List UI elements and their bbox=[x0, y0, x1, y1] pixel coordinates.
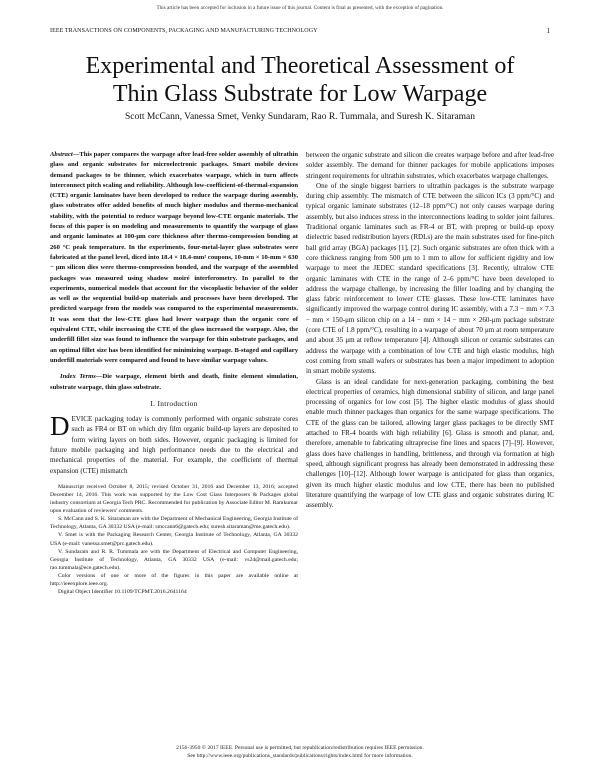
abstract-text: —This paper compares the warpage after lead-free solder assembly of ultrathin glass and organic substrates for microelectronic packages. Smart mobile devices demand packages to be thinner, which exacerbates warpage, which in turn affects interconnect pitch scaling and reliability. Although low-coefficient-of-thermal-expansion (CTE) organic laminates have been developed to reduce the warpage during assembly, glass substrates offer added benefits of much higher modulus and thermo-mechanical stability, with the potential to reduce warpage beyond low-CTE organic materials. The focus of this paper is on modeling and measurements to quantify the warpage of glass and organic laminates at 100-μm core thickness after thermo-compression bonding at 260 °C peak temperature. In the experiments, four-metal-layer glass substrates were fabricated at the panel level, diced into 18.4 × 18.4-mm² coupons, 10-mm × 10-mm × 630 − μm silicon dies were thermo-compression bonded, and the warpage of the assembled packages was measured using shadow moiré interferometry. In parallel to the experiments, numerical models that account for the viscoplastic behavior of the solder as well as the sequential build-up materials and processes have been developed. The predicted warpage from the models was compared to the experimental measurements. It was seen that the low-CTE glass had lower warpage than the organic core of equivalent CTE, while increasing the CTE of the glass increased the warpage. Also, the underfill fillet size was found to influence the warpage for thin substrate packages, and an optimal fillet size has been identified for minimizing warpage. B-staged and capillary underfill materials were compared and found to have similar warpage values. bbox=[50, 151, 298, 364]
footnote-color: Color versions of one or more of the figures in this paper are available online at http://ieeexplore.ieee.org. bbox=[50, 572, 298, 588]
abstract-label: Abstract bbox=[50, 151, 73, 158]
title-line-2: Thin Glass Substrate for Low Warpage bbox=[112, 81, 488, 107]
right-column bbox=[306, 150, 554, 510]
index-terms-label: Index Terms bbox=[60, 373, 96, 381]
title-line-1: Experimental and Theoretical Assessment of bbox=[85, 53, 515, 79]
section-heading-introduction: I. Introduction bbox=[150, 398, 198, 408]
body-paragraph-3: Glass is an ideal candidate for next-generation packaging, combining the best electrical properties of ceramics, high dimensional stability of silicon, and large panel processing of organics for low cost [5]. The higher elastic modulus of glass should enable much thinner packages than organics for the same warpage specifications. The CTE of the glass can be tailored, allowing larger glass packages to be directly SMT attached to FR-4 boards with high reliability [6]. Glass is smooth and planar, and, therefore, amenable to fabricating ultraprecise fine lines and spaces [7]–[9]. However, glass does have challenges in handling, brittleness, and through via formation at high speed, although significant progress has already been demonstrated in addressing these challenges [10]–[12]. Although lower warpage is anticipated for glass than organics, given its much higher elastic modulus and low CTE, there has been no published literature quantifying the warpage of low CTE glass and organic substrates during IC assembly. bbox=[306, 377, 554, 510]
footnote-affiliation-2: V. Smet is with the Packaging Research Center, Georgia Institute of Technology, Atlanta, GA 30332 USA (e-mail: vanessa.smet@prc.gatech.edu). bbox=[50, 532, 298, 547]
journal-name: IEEE TRANSACTIONS ON COMPONENTS, PACKAGING AND MANUFACTURING TECHNOLOGY bbox=[50, 28, 318, 34]
copyright-notice bbox=[40, 744, 560, 760]
abstract bbox=[50, 150, 298, 366]
drop-cap: D bbox=[50, 411, 70, 442]
footnotes bbox=[50, 483, 298, 596]
body-paragraph-2: One of the single biggest barriers to ultrathin packages is the substrate warpage during chip assembly. The mismatch of CTE between the silicon ICs (3 ppm/°C) and typical organic laminate substrates (12–18 ppm/°C) not only causes warpage during assembly, but also induces stress in the interconnections leading to solder joint failures. Traditional organic laminates such as FR-4 or BT, with prepreg or build-up epoxy dielectric based redistribution layers (RDLs) are the main substrates used for fine-pitch ball grid array (BGA) packages [1], [2]. Such organic substrates are often thick with a core thickness ranging from 500 μm to 1 mm to allow for sufficient rigidity and low warpage to meet the JEDEC standard specifications [3]. Recently, ultralow CTE organic laminates with CTE in the range of 2–6 ppm/°C have been developed to address the warpage challenge, by increasing the filler loading and by changing the glass fabric reinforcement to lower CTE glasses. These low-CTE laminates have significantly improved the warpage control during IC assembly, with a 7.3 − mm × 7.3 − mm × 150-μm silicon chip on a 14 − mm × 14 − mm × 260-μm package substrate (core CTE of 1.8 ppm/°C), resulting in a warpage of about 70 μm at room temperature and about 35 μm at reflow temperature [4]. Although silicon or ceramic substrates can address the warpage with a combination of low CTE and high elastic modulus, high cost coming from small wafers or substrates has been a major impediment to adoption in smart mobile systems. bbox=[306, 181, 554, 376]
copyright-line-1: 2156-3950 © 2017 IEEE. Personal use is permitted, but republication/redistribution requires IEEE permission. bbox=[176, 745, 424, 751]
footnote-affiliation-1: S. McCann and S. K. Sitaraman are with the Department of Mechanical Engineering, Georgia Institute of Technology, Atlanta, GA 30332 USA (e-mail: smccann6@gatech.edu; suresh.sitaraman@me.gatech.edu). bbox=[50, 516, 298, 531]
copyright-line-2: See http://www.ieee.org/publications_standards/publications/rights/index.html for more information. bbox=[187, 753, 413, 759]
footnote-doi: Digital Object Identifier 10.1109/TCPMT.2016.2641164 bbox=[58, 589, 187, 596]
intro-text: EVICE packaging today is commonly performed with organic substrate cores such as FR4 or BT on which dry film organic build-up layers are deposited to form wiring layers on both sides. However, organic packaging is limited for future mobile packaging and high performance needs due to the electrical and mechanical properties of the material. For example, the coefficient of thermal expansion (CTE) mismatch bbox=[50, 415, 298, 475]
acceptance-notice: This article has been accepted for inclusion in a future issue of this journal. Content is final as presented, with the exception of pagination. bbox=[156, 5, 444, 11]
author-list: Scott McCann, Vanessa Smet, Venky Sundaram, Rao R. Tummala, and Suresh K. Sitaraman bbox=[124, 112, 476, 122]
index-terms-text: —Die warpage, element birth and death, finite element simulation, substrate warpage, thin glass substrate. bbox=[50, 373, 298, 391]
body-paragraph-1: between the organic substrate and silicon die creates warpage before and after lead-free solder assembly. The demand for thinner packages for mobile applications imposes stringent requirements for ultrathin substrates, which exacerbates warpage challenges. bbox=[306, 151, 554, 180]
intro-paragraph bbox=[50, 411, 298, 476]
left-column bbox=[50, 150, 298, 596]
footnote-manuscript: Manuscript received October 8, 2015; revised October 31, 2016 and December 13, 2016; accepted December 14, 2016. This work was supported by the Low Cost Glass Interposers & Packages global industry consortium at Georgia Tech PRC. Recommended for publication by Associate Editor M. Ramkumar upon evaluation of reviewers' comments. bbox=[50, 483, 298, 515]
paper-title bbox=[40, 52, 560, 108]
page-number: 1 bbox=[546, 27, 550, 35]
index-terms bbox=[50, 372, 298, 393]
footnote-affiliation-3: V. Sundaram and R. R. Tummala are with the Department of Electrical and Computer Engineering, Georgia Institute of Technology, Atlanta, GA 30332 USA (e-mail: vs24@mail.gatech.edu; rao.tummala@ece.gatech.edu). bbox=[50, 548, 298, 571]
